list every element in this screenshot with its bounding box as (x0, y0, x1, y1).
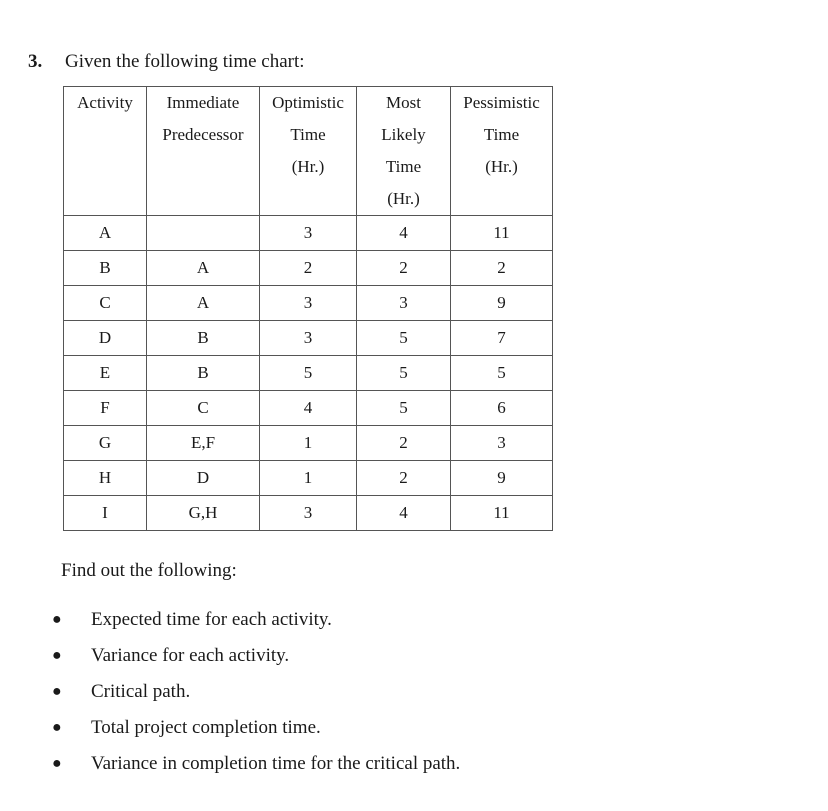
header-line: (Hr.) (291, 157, 325, 176)
cell-predecessor: A (147, 251, 260, 286)
header-most-likely-time (357, 87, 451, 216)
table-header-row (64, 87, 553, 216)
cell-most-likely: 3 (357, 286, 451, 321)
cell-most-likely: 2 (357, 426, 451, 461)
list-item (0, 746, 460, 782)
cell-activity: H (64, 461, 147, 496)
cell-optimistic: 3 (260, 216, 357, 251)
cell-most-likely: 4 (357, 496, 451, 531)
list-item (0, 638, 460, 674)
cell-most-likely: 5 (357, 321, 451, 356)
cell-predecessor: E,F (147, 426, 260, 461)
cell-most-likely: 4 (357, 216, 451, 251)
cell-optimistic: 3 (260, 321, 357, 356)
cell-pessimistic: 9 (451, 286, 553, 321)
question-number: 3. (28, 51, 43, 72)
cell-activity: D (64, 321, 147, 356)
cell-activity: F (64, 391, 147, 426)
cell-optimistic: 1 (260, 461, 357, 496)
header-line: (Hr.) (485, 157, 518, 176)
header-pessimistic-time (451, 87, 553, 216)
header-line: Pessimistic (463, 93, 540, 112)
list-item (0, 674, 460, 710)
cell-pessimistic: 2 (451, 251, 553, 286)
header-line: Immediate (166, 93, 240, 112)
header-immediate-predecessor (147, 87, 260, 216)
cell-pessimistic: 7 (451, 321, 553, 356)
cell-predecessor: A (147, 286, 260, 321)
cell-pessimistic: 6 (451, 391, 553, 426)
cell-predecessor: C (147, 391, 260, 426)
table-row (64, 461, 553, 496)
cell-predecessor: B (147, 356, 260, 391)
table-row (64, 391, 553, 426)
bullet-icon: ● (52, 611, 62, 628)
cell-pessimistic: 11 (451, 496, 553, 531)
cell-optimistic: 1 (260, 426, 357, 461)
table-row (64, 251, 553, 286)
find-intro: Find out the following: (61, 560, 237, 581)
question-text: Given the following time chart: (65, 51, 305, 72)
cell-predecessor: B (147, 321, 260, 356)
bullet-icon: ● (52, 719, 62, 736)
table-row (64, 426, 553, 461)
bullet-icon: ● (52, 755, 62, 772)
task-list (0, 602, 460, 782)
cell-most-likely: 5 (357, 391, 451, 426)
table-row (64, 356, 553, 391)
header-line: Activity (77, 93, 133, 112)
time-chart-table (63, 86, 553, 531)
cell-most-likely: 2 (357, 251, 451, 286)
cell-most-likely: 5 (357, 356, 451, 391)
header-line: Likely (381, 125, 426, 144)
bullet-icon: ● (52, 683, 62, 700)
cell-predecessor: D (147, 461, 260, 496)
header-line: Predecessor (162, 125, 244, 144)
list-item-text: Critical path. (91, 681, 191, 702)
header-line: Most (386, 93, 421, 112)
list-item-text: Expected time for each activity. (91, 609, 332, 630)
cell-predecessor (147, 216, 260, 251)
cell-optimistic: 5 (260, 356, 357, 391)
bullet-icon: ● (52, 647, 62, 664)
table-row (64, 496, 553, 531)
table-row (64, 321, 553, 356)
cell-optimistic: 3 (260, 286, 357, 321)
cell-most-likely: 2 (357, 461, 451, 496)
cell-predecessor: G,H (147, 496, 260, 531)
cell-optimistic: 3 (260, 496, 357, 531)
table-row (64, 216, 553, 251)
header-line: (Hr.) (387, 189, 420, 208)
list-item (0, 710, 460, 746)
cell-optimistic: 2 (260, 251, 357, 286)
header-activity (64, 87, 147, 216)
cell-activity: I (64, 496, 147, 531)
table-row (64, 286, 553, 321)
cell-pessimistic: 11 (451, 216, 553, 251)
header-line: Optimistic (272, 93, 344, 112)
cell-activity: E (64, 356, 147, 391)
cell-pessimistic: 5 (451, 356, 553, 391)
header-line: Time (385, 157, 422, 176)
cell-activity: G (64, 426, 147, 461)
list-item-text: Variance in completion time for the critical path. (91, 753, 461, 774)
cell-pessimistic: 9 (451, 461, 553, 496)
header-optimistic-time (260, 87, 357, 216)
cell-activity: B (64, 251, 147, 286)
list-item (0, 602, 460, 638)
cell-pessimistic: 3 (451, 426, 553, 461)
header-line: Time (290, 125, 326, 144)
cell-activity: C (64, 286, 147, 321)
header-line: Time (483, 125, 520, 144)
cell-activity: A (64, 216, 147, 251)
cell-optimistic: 4 (260, 391, 357, 426)
list-item-text: Total project completion time. (91, 717, 321, 738)
list-item-text: Variance for each activity. (91, 645, 290, 666)
